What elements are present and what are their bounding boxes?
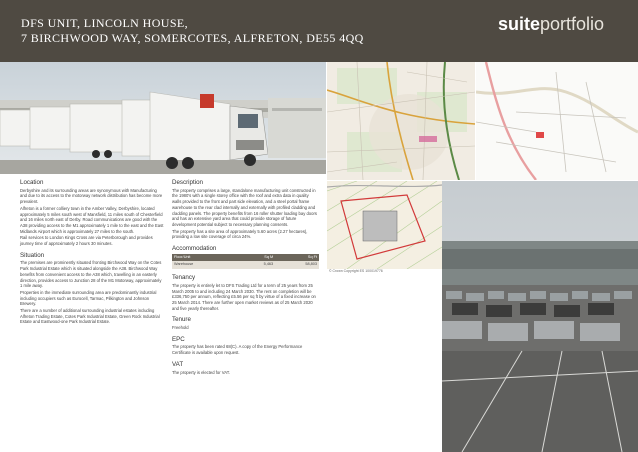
copyright-note: © Crown Copyright ES 100019776 [329,269,383,273]
tenancy-paragraph: The property is entirely let to DFS Trading Ltd for a term of 25 years from 25 March 2005 to and including 24 March 2030. The rent on completion will be £336,750 per annum, reflecting £5.56 per sq ft by virtue of a fixed increase on 25 March 2014. There are further open market reviews as of 25 March 2020 and five yearly thereafter. [172,282,316,311]
accommodation-heading: Accommodation [172,245,217,253]
location-paragraph: Rail services to London Kings Cross are via Peterborough and provides journey time of approximately 2 hours 30 minutes. [20,235,153,247]
vat-section [172,362,319,375]
tenure-heading: Tenure [172,316,191,324]
suiteportfolio-logo [498,14,604,35]
epc-heading: EPC [172,335,185,343]
location-heading: Location [20,179,44,186]
situation-paragraph: There are a number of additional surrounding industrial estates including Alfreton Trading Estate, Cotes Park Industrial Estate, Green Rock Industrial Estate and Eastwood-one Park Industrial Estate. [20,308,160,325]
table-header-row [172,254,319,262]
site-plan-map [327,181,442,269]
situation-paragraph: The premises are prominently situated fronting Birchwood Way on the Cotes Park Industrial Estate which is situated alongside the A38. Birchwood Way benefits from convenient access to the A38 which, travelling in an easterly direction, provides access to Junction 28 of the M1 Motorway, approximately 1 mile away. [20,260,162,289]
description-heading: Description [172,179,203,186]
situation-heading: Situation [20,251,45,259]
table-header-cell: Sq Ft [275,254,319,262]
description-paragraph: The property has a site area of approximately 5.60 acres (2.27 hectares), providing a low site coverage of circa 24%. [172,228,308,240]
vat-heading: VAT [172,360,184,368]
situation-paragraph: Properties in the immediate surrounding area are predominantly industrial including occupiers such as Eurocell, Tarmac, Pilkington and Johnson Brewery. [20,289,157,307]
tenure-section [172,317,319,330]
vat-text: The property is elected for VAT. [172,369,231,375]
regional-map [327,62,475,180]
description-section [172,180,319,240]
accommodation-section [172,246,319,269]
logo-bold: suite [497,14,540,34]
table-row [172,261,319,269]
location-paragraph: Derbyshire and its surrounding areas are synonymous with Manufacturing and due to its access to the motorway network distribution has become more prevalent. [20,187,163,205]
description-paragraph: The property comprises a large, standalone manufacturing unit constructed in the 1980's with a single storey office with the roof and extra data in quality walls provided to the front and part side elevation, and a steel portal frame warehouse to the rear clad internally and externally with profiled cladding and cladding panels. The property benefits from 16 roller shutter loading bay doors and has an extensive yard area that could provide storage of future development potential subject to necessary planning consents. [172,187,317,227]
table-cell: 5,463 [237,261,275,269]
epc-section [172,337,319,356]
table-header-cell: Floor/Unit [172,254,237,262]
logo-light: portfolio [539,14,604,34]
middle-text-column [172,180,319,381]
accommodation-table [172,254,319,269]
table-cell: 58,803 [275,261,319,269]
header-bar [0,0,638,62]
warehouse-photo [0,62,326,174]
left-text-column [20,180,164,331]
property-title-line2: 7 BIRCHWOOD WAY, SOMERCOTES, ALFRETON, DE55 4QQ [21,31,364,45]
tenancy-section [172,275,319,311]
table-header-cell: Sq M [237,254,275,262]
local-map [476,62,638,180]
situation-section [20,253,164,325]
table-cell: Warehouse [172,261,237,269]
tenure-text: Freehold [172,325,189,331]
location-section [20,180,164,247]
location-paragraph: Alfreton is a former colliery town in the Amber Valley, Derbyshire, located approximately 5 miles south west of Mansfield, 11 miles south of Chesterfield and 16 miles north east of Derby. Road communications are good with the A38 providing access to the M1 approximately 1 mile to the east and the East Midlands Airport which is approximately 27 miles to the south. [20,205,164,234]
epc-text: The property has been rated 68(C). A copy of the Energy Performance Certificate is available upon request. [172,344,303,356]
tenancy-heading: Tenancy [172,274,196,282]
car-park-photo [442,181,638,452]
property-title-line1: DFS UNIT, LINCOLN HOUSE, [21,16,189,30]
